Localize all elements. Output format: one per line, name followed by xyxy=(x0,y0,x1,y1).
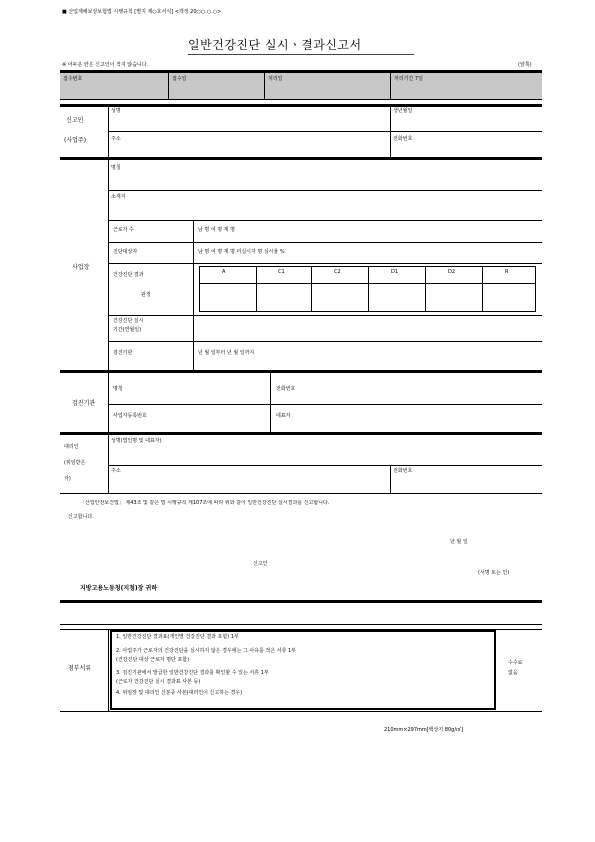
exam-org-reg-label: 사업자등록번호 xyxy=(113,413,147,419)
result-header-c2: C2 xyxy=(334,269,341,275)
org-label: 검진기관 xyxy=(113,350,133,356)
form-title: 일반건강진단 실시ㆍ결과신고서 xyxy=(188,38,362,52)
receipt-row xyxy=(60,73,542,99)
receipt-div-3 xyxy=(390,73,391,99)
agent-label-2: (위임받은 xyxy=(64,460,86,466)
exam-org-reg-value: 대표자 xyxy=(276,413,291,419)
reporter-section-label: 신고인 xyxy=(66,117,84,124)
org-value: 년 월 일부터 년 월 일까지 xyxy=(198,350,255,356)
result-label: 건강진단 결과 xyxy=(113,272,144,278)
worksite-row-rule-4 xyxy=(108,263,542,264)
agent-phone-label: 전화번호 xyxy=(393,468,413,474)
attach-item-3: (건강진단 대상 근로자 명단 포함) xyxy=(116,657,190,663)
agent-top-rule xyxy=(60,432,542,435)
result-header-d1: D1 xyxy=(391,269,399,275)
result-header-r: R xyxy=(505,269,509,275)
receipt-date-label: 접수일 xyxy=(172,76,187,82)
attach-left-div xyxy=(108,629,109,711)
worksite-row-rule-3 xyxy=(108,242,542,243)
reporter-name-label: 성명 xyxy=(111,108,121,114)
form-sub-note: ※ 어두운 란은 신고인이 적지 않습니다. xyxy=(62,62,149,68)
agent-row-rule xyxy=(108,465,542,466)
process-date-label: 처리일 xyxy=(268,76,283,82)
declaration-line-2: 신고합니다. xyxy=(68,514,94,520)
attach-bottom-rule xyxy=(60,711,542,712)
period-label-2: 기간(연월일) xyxy=(113,327,142,333)
receipt-div-1 xyxy=(168,73,169,99)
receipt-div-2 xyxy=(264,73,265,99)
process-period-label: 처리기간 7일 xyxy=(394,76,423,82)
attach-item-5: (근로자 건강진단 실시 결과표 사본 등) xyxy=(116,679,201,685)
exam-org-top-rule xyxy=(60,370,542,373)
page-label: (앞쪽) xyxy=(518,62,532,68)
exam-org-left-div xyxy=(108,373,109,433)
worksite-name-label: 명칭 xyxy=(111,165,121,171)
receipt-no-label: 접수번호 xyxy=(63,76,83,82)
attach-label: 첨부서류 xyxy=(68,665,92,672)
receipt-bottom-rule xyxy=(60,99,542,100)
result-col-div-2 xyxy=(311,266,312,312)
result-header-d2: D2 xyxy=(448,269,456,275)
exam-target-label: 진단대상자 xyxy=(113,249,138,255)
worksite-row-rule-2 xyxy=(108,220,542,221)
worksite-top-rule xyxy=(60,157,542,160)
form-header-note: ■ 산업재해보상보험법 시행규칙 [별지 제○호서식] <개정 20○○.○.○> xyxy=(62,9,222,15)
agent-bottom-rule xyxy=(60,493,542,494)
reporter-birth-label: 생년월일 xyxy=(393,108,413,114)
agent-name-label: 성명(법인명 및 대표자) xyxy=(111,438,162,444)
attach-item-1: 1. 일반건강진단 결과표(개인별 건강진단 결과 포함) 1부 xyxy=(116,634,239,640)
result-header-c1: C1 xyxy=(278,269,285,275)
exam-org-mid-div xyxy=(270,373,271,433)
reporter-left-div xyxy=(108,107,109,157)
sign-mark: (서명 또는 인) xyxy=(478,570,510,576)
result-col-div-1 xyxy=(256,266,257,312)
agent-label-3: 자) xyxy=(64,476,71,482)
exam-target-value: 남 명 여 명 계 명 미실시자 명 실시율 % xyxy=(198,249,285,255)
footer-paper-spec: 210mm×297mm[백상지 80g/㎡] xyxy=(384,727,463,733)
fee-value: 없음 xyxy=(508,670,518,676)
worksite-location-label: 소재지 xyxy=(111,194,126,200)
attach-sep-rule xyxy=(60,624,542,625)
worksite-section-label: 사업장 xyxy=(72,264,90,271)
workers-label: 근로자 수 xyxy=(113,227,134,233)
workers-value: 남 명 여 명 계 명 xyxy=(198,227,235,233)
attach-item-2: 2. 사업주가 근로자의 건강진단을 실시하지 않은 경우에는 그 사유를 적은 서류 1부 xyxy=(116,648,296,654)
result-label-2: 판정 xyxy=(141,292,151,298)
reporter-row-rule xyxy=(108,131,542,132)
title-underline xyxy=(188,54,414,55)
attach-top-rule xyxy=(60,600,542,603)
agent-label-1: 대리인 xyxy=(64,444,79,450)
attach-item-6: 4. 위임장 및 대리인 신분증 사본(대리인이 신고하는 경우) xyxy=(116,690,243,696)
result-col-div-4 xyxy=(425,266,426,312)
agent-left-div xyxy=(108,435,109,493)
signer-label: 신고인 xyxy=(253,561,268,567)
fee-label: 수수료 xyxy=(508,660,523,666)
exam-org-section-label: 검진기관 xyxy=(72,400,96,407)
result-header-a: A xyxy=(222,269,226,275)
reporter-top-rule xyxy=(60,104,542,107)
period-label: 건강진단 실시 xyxy=(113,318,144,324)
worksite-left-div xyxy=(108,160,109,370)
addressee: 지방고용노동청(지청)장 귀하 xyxy=(80,585,158,592)
agent-mid-div xyxy=(390,466,391,493)
reporter-phone-label: 전화번호 xyxy=(393,136,413,142)
agent-address-label: 주소 xyxy=(111,468,121,474)
reporter-section-sublabel: (사업주) xyxy=(64,137,87,144)
worksite-row-rule-1 xyxy=(108,190,542,191)
date-line: 년 월 일 xyxy=(450,539,468,545)
result-col-div-5 xyxy=(482,266,483,312)
declaration-line-1: 「산업안전보건법」 제43조 및 같은 법 시행규칙 제107조에 따라 위와 같이 일반건강진단 실시결과를 신고합니다. xyxy=(80,500,330,506)
worksite-row-rule-5 xyxy=(108,315,542,316)
exam-org-name-label: 명칭 xyxy=(113,386,123,392)
reporter-mid-div xyxy=(390,107,391,157)
result-col-div-3 xyxy=(368,266,369,312)
reporter-address-label: 주소 xyxy=(111,136,121,142)
exam-org-row-rule xyxy=(108,404,542,405)
attach-item-4: 3. 검진기관에서 발급한 일반건강진단 결과를 확인할 수 있는 서류 1부 xyxy=(116,670,269,676)
exam-org-name-value: 전화번호 xyxy=(276,386,296,392)
worksite-row-rule-6 xyxy=(108,341,542,342)
